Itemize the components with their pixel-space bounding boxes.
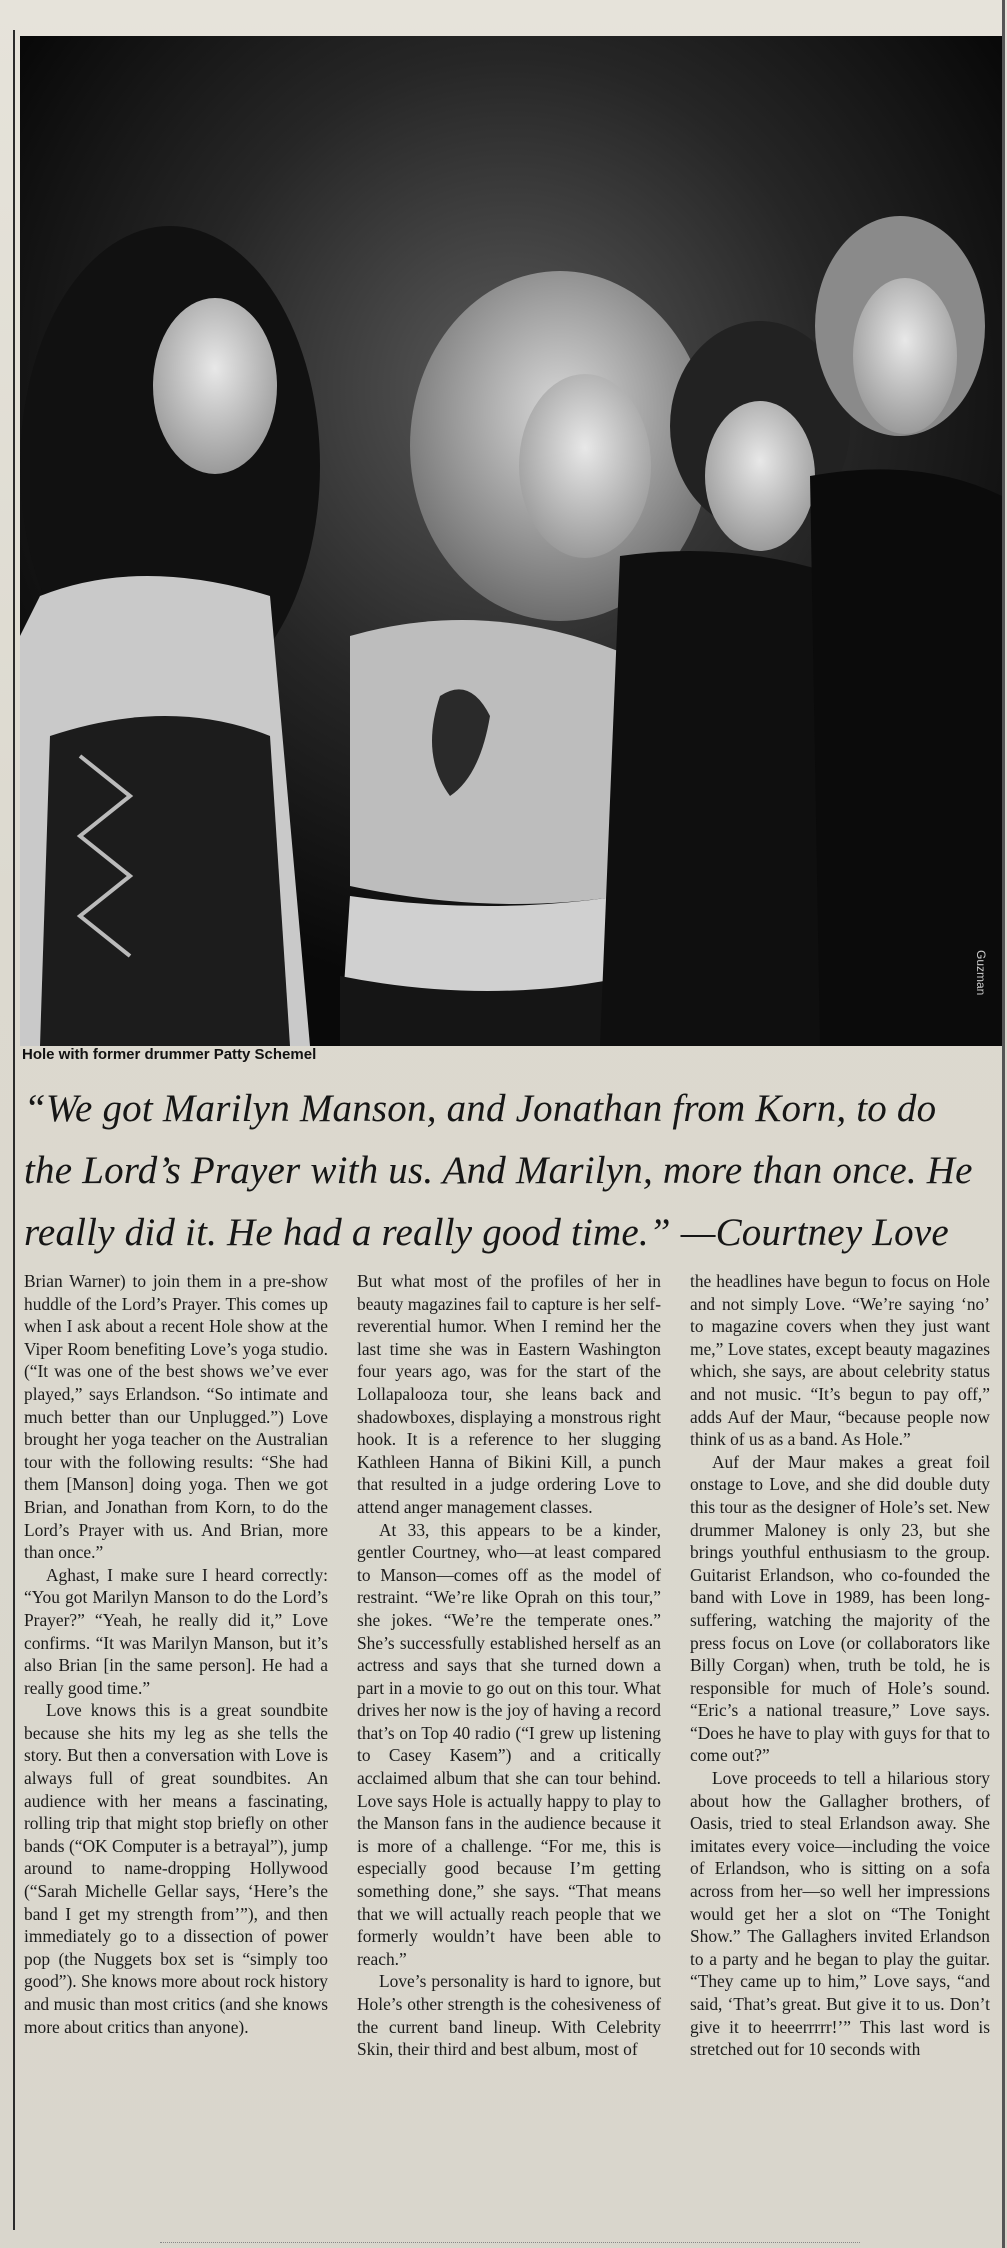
- page-edge: [1002, 0, 1005, 2248]
- paragraph: Aghast, I make sure I heard correctly: “You got Marilyn Manson to do the Lord’s Prayer?” “Yeah, he really did it,” Love confirms. “It was Marilyn Manson, but it’s also Brian [in the same person]. He had a really good time.”: [24, 1564, 328, 1698]
- article-column-3: [690, 1270, 990, 2061]
- page-bottom-edge: [160, 2236, 860, 2243]
- article-column-2: [357, 1270, 661, 2061]
- article-column-1: [24, 1270, 328, 2038]
- left-column-rule: [13, 30, 15, 2230]
- paragraph: Brian Warner) to join them in a pre-show huddle of the Lord’s Prayer. This comes up when I ask about a recent Hole show at the Viper Room benefiting Love’s yoga studio. (“It was one of the best shows we’ve ever played,” says Erlandson. “So intimate and much better than our Unplugged.”) Love brought her yoga teacher on the Australian tour with the following results: “She had them [Manson] doing yoga. Then we got Brian, and Jonathan from Korn, to do the Lord’s Prayer with us. And Brian, more than once.”: [24, 1271, 328, 1563]
- paragraph: Love proceeds to tell a hilarious story about how the Gallagher brothers, of Oasis, tried to steal Erlandson away. She imitates every voice—including the voice of Erlandson, who is sitting on a sofa across from her—so well her impressions would get her a slot on “The Tonight Show.” The Gallaghers invited Erlandson to a party and he began to play the guitar. “They came up to him,” Love says, “and said, ‘That’s great. But give it to us. Don’t give it to heeerrrrr!’” This last word is stretched out for 10 seconds with: [690, 1768, 990, 2060]
- paragraph: Auf der Maur makes a great foil onstage to Love, and she did double duty this tour as the designer of Hole’s set. New drummer Maloney is only 23, but she brings youthful enthusiasm to the group. Guitarist Erlandson, who co-founded the band with Love in 1989, has been long-suffering, watching the majority of the press focus on Love (or collaborators like Billy Corgan) when, truth be told, he is responsible for much of Hole’s sound. “Eric’s a national treasure,” Love says. “Does he have to play with guys for that to come out?”: [690, 1451, 990, 1766]
- paragraph: Love’s personality is hard to ignore, but Hole’s other strength is the cohesiveness of the current band lineup. With Celebrity Skin, their third and best album, most of: [357, 1971, 661, 2060]
- photo-caption: Hole with former drummer Patty Schemel: [22, 1046, 317, 1063]
- photo-credit: Guzman: [974, 950, 988, 996]
- paragraph: the headlines have begun to focus on Hole and not simply Love. “We’re saying ‘no’ to magazine covers when they just want me,” Love states, except beauty magazines which, she says, are about celebrity status and not music. “It’s begun to pay off,” adds Auf der Maur, “because people now think of us as a band. As Hole.”: [690, 1271, 990, 1450]
- paragraph: Love knows this is a great soundbite because she hits my leg as she tells the story. But then a conversation with Love is always full of great soundbites. An audience with her means a fascinating, rolling trip that might stop briefly on other bands (“OK Computer is a betrayal”), jump around to name-dropping Hollywood (“Sarah Michelle Gellar says, ‘Here’s the band I get my strength from’”), and then immediately go to a dissection of power pop (the Nuggets box set is “simply too good”). She knows more about rock history and music than most critics (and she knows more about critics than anyone).: [24, 1700, 328, 2037]
- pull-quote: “We got Marilyn Manson, and Jonathan from Korn, to do the Lord’s Prayer with us. And Marilyn, more than once. He really did it. He had a really good time.” —Courtney Love: [24, 1087, 973, 1254]
- paragraph: But what most of the profiles of her in beauty magazines fail to capture is her self-reverential humor. When I remind her the last time she was in Eastern Washington four years ago, was for the start of the Lollapalooza tour, she leans back and shadowboxes, displaying a monstrous right hook. It is a reference to her slugging Kathleen Hanna of Bikini Kill, a punch that resulted in a judge ordering Love to attend anger management classes.: [357, 1271, 661, 1517]
- band-photo: [20, 36, 1002, 1046]
- band-photo-image: [20, 36, 1002, 1046]
- article-columns: [24, 1270, 990, 2235]
- paragraph: At 33, this appears to be a kinder, gentler Courtney, who—at least compared to Manson—comes off as the model of restraint. “We’re like Oprah on this tour,” she jokes. “We’re the temperate ones.” She’s successfully established herself as an actress and says that she turned down a part in a movie to go out on this tour. What drives her now is the joy of having a record that’s on Top 40 radio (“I grew up listening to Casey Kasem”) and a critically acclaimed album that she can tour behind. Love says Hole is actually happy to play to the Manson fans in the audience because it is more of a challenge. “For me, this is especially good because I’m getting something done,” she says. “That means that we will actually reach people that we formerly wouldn’t have been able to reach.”: [357, 1519, 661, 1969]
